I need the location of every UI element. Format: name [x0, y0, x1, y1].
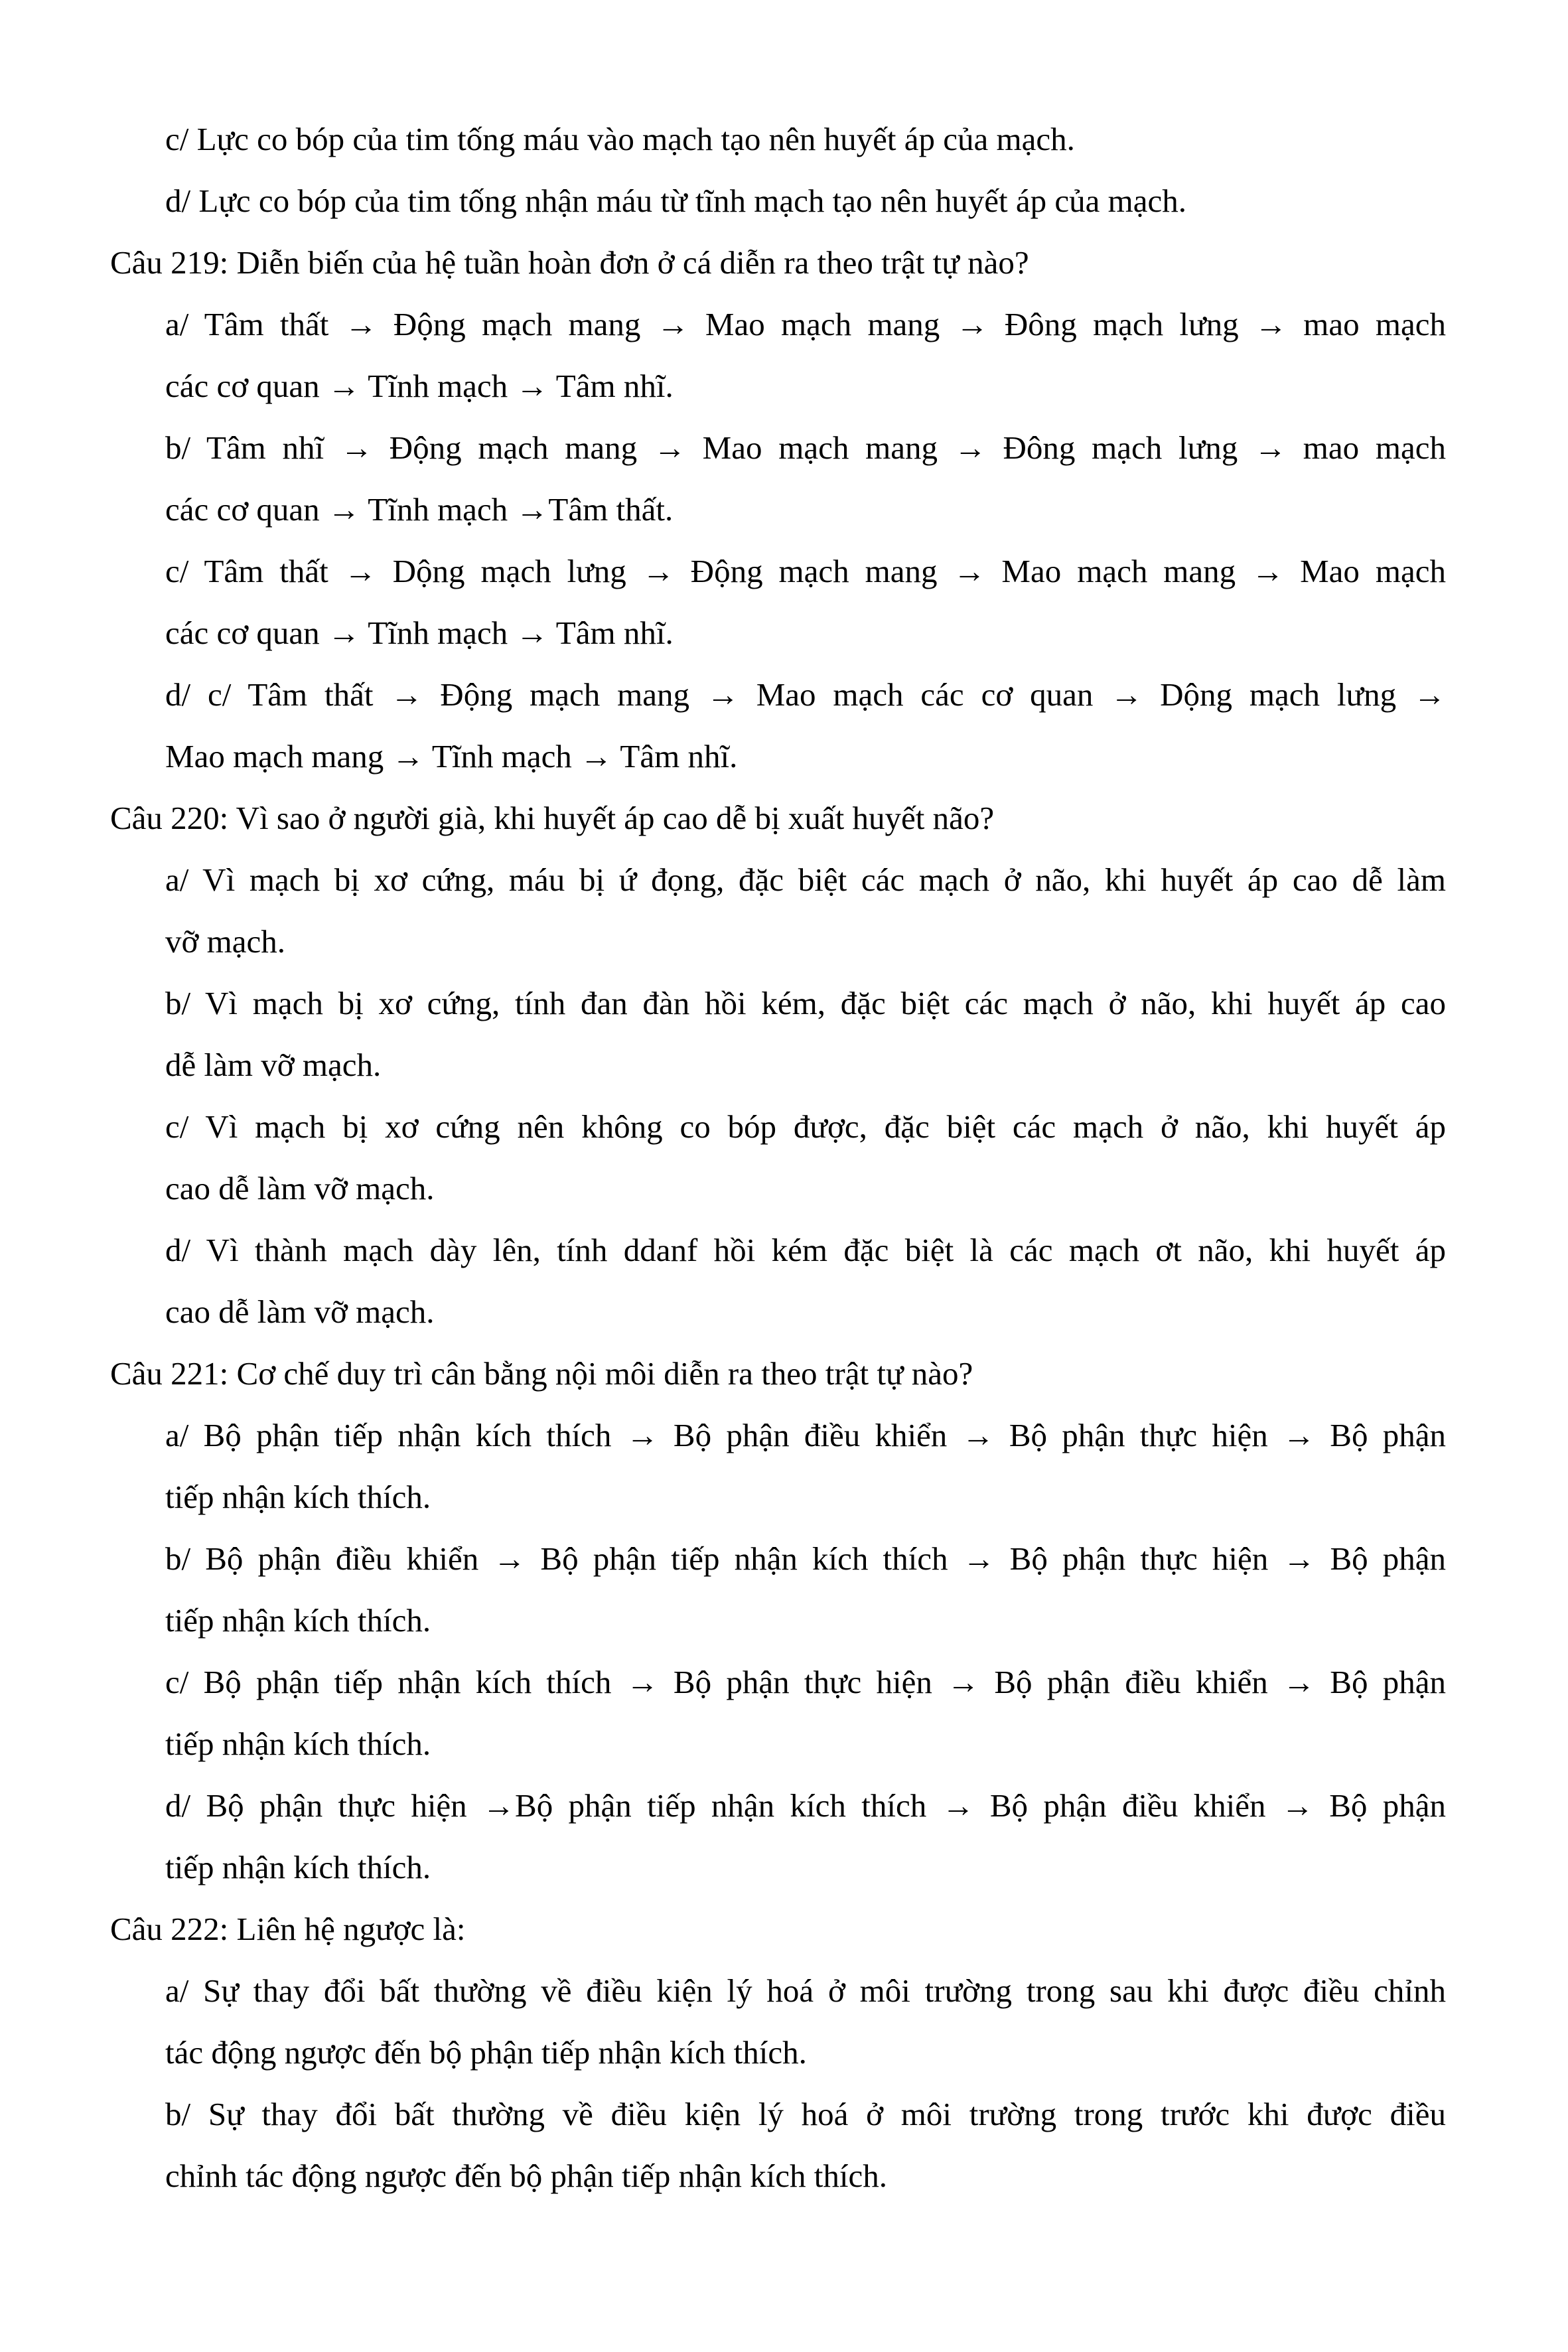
option-line: các cơ quan → Tĩnh mạch → Tâm nhĩ.	[165, 615, 674, 651]
option-line: dễ làm vỡ mạch.	[165, 1047, 382, 1083]
option-line: d/ Bộ phận thực hiện →Bộ phận tiếp nhận kích thích → Bộ phận điều khiển → Bộ phận	[165, 1787, 1446, 1824]
option-line: d/ c/ Tâm thất → Động mạch mang → Mao mạch các cơ quan → Dộng mạch lưng →	[165, 676, 1446, 713]
option-line: tiếp nhận kích thích.	[165, 1479, 431, 1515]
option-line: b/ Bộ phận điều khiển → Bộ phận tiếp nhận kích thích → Bộ phận thực hiện → Bộ phận	[165, 1540, 1446, 1577]
option-line: tiếp nhận kích thích.	[165, 1602, 431, 1639]
option-line: d/ Lực co bóp của tim tống nhận máu từ tĩnh mạch tạo nên huyết áp của mạch.	[165, 183, 1187, 219]
option-line: cao dễ làm vỡ mạch.	[165, 1293, 435, 1330]
question-222: Câu 222: Liên hệ ngược là:	[110, 1911, 466, 1947]
option-line: d/ Vì thành mạch dày lên, tính ddanf hồi kém đặc biệt là các mạch ơt não, khi huyết áp	[165, 1232, 1446, 1268]
option-line: tiếp nhận kích thích.	[165, 1849, 431, 1885]
option-line: tiếp nhận kích thích.	[165, 1726, 431, 1762]
option-line: c/ Vì mạch bị xơ cứng nên không co bóp được, đặc biệt các mạch ở não, khi huyết áp	[165, 1108, 1446, 1145]
option-line: b/ Sự thay đổi bất thường về điều kiện lý hoá ở môi trường trong trước khi được điều	[165, 2096, 1446, 2132]
option-line: vỡ mạch.	[165, 923, 286, 960]
option-line: b/ Vì mạch bị xơ cứng, tính đan đàn hồi kém, đặc biệt các mạch ở não, khi huyết áp cao	[165, 985, 1446, 1021]
option-line: chỉnh tác động ngược đến bộ phận tiếp nhận kích thích.	[165, 2158, 888, 2194]
option-line: các cơ quan → Tĩnh mạch → Tâm nhĩ.	[165, 368, 674, 404]
option-line: a/ Sự thay đổi bất thường về điều kiện lý hoá ở môi trường trong sau khi được điều chỉnh	[165, 1972, 1446, 2009]
option-line: a/ Bộ phận tiếp nhận kích thích → Bộ phận điều khiển → Bộ phận thực hiện → Bộ phận	[165, 1417, 1446, 1453]
option-line: b/ Tâm nhĩ → Động mạch mang → Mao mạch mang → Đông mạch lưng → mao mạch	[165, 429, 1446, 466]
option-line: cao dễ làm vỡ mạch.	[165, 1170, 435, 1207]
option-line: tác động ngược đến bộ phận tiếp nhận kích thích.	[165, 2034, 807, 2071]
question-219: Câu 219: Diễn biến của hệ tuần hoàn đơn ở cá diễn ra theo trật tự nào?	[110, 244, 1029, 281]
option-line: c/ Bộ phận tiếp nhận kích thích → Bộ phận thực hiện → Bộ phận điều khiển → Bộ phận	[165, 1664, 1446, 1700]
option-line: c/ Lực co bóp của tim tống máu vào mạch tạo nên huyết áp của mạch.	[165, 121, 1075, 157]
option-line: a/ Tâm thất → Động mạch mang → Mao mạch mang → Đông mạch lưng → mao mạch	[165, 306, 1446, 342]
option-line: các cơ quan → Tĩnh mạch →Tâm thất.	[165, 491, 674, 528]
option-line: c/ Tâm thất → Dộng mạch lưng → Động mạch mang → Mao mạch mang → Mao mạch	[165, 553, 1446, 589]
question-221: Câu 221: Cơ chế duy trì cân bằng nội môi diễn ra theo trật tự nào?	[110, 1355, 973, 1392]
question-220: Câu 220: Vì sao ở người già, khi huyết áp cao dễ bị xuất huyết não?	[110, 800, 995, 836]
option-line: a/ Vì mạch bị xơ cứng, máu bị ứ đọng, đặc biệt các mạch ở não, khi huyết áp cao dễ làm	[165, 861, 1446, 898]
option-line: Mao mạch mang → Tĩnh mạch → Tâm nhĩ.	[165, 738, 738, 774]
